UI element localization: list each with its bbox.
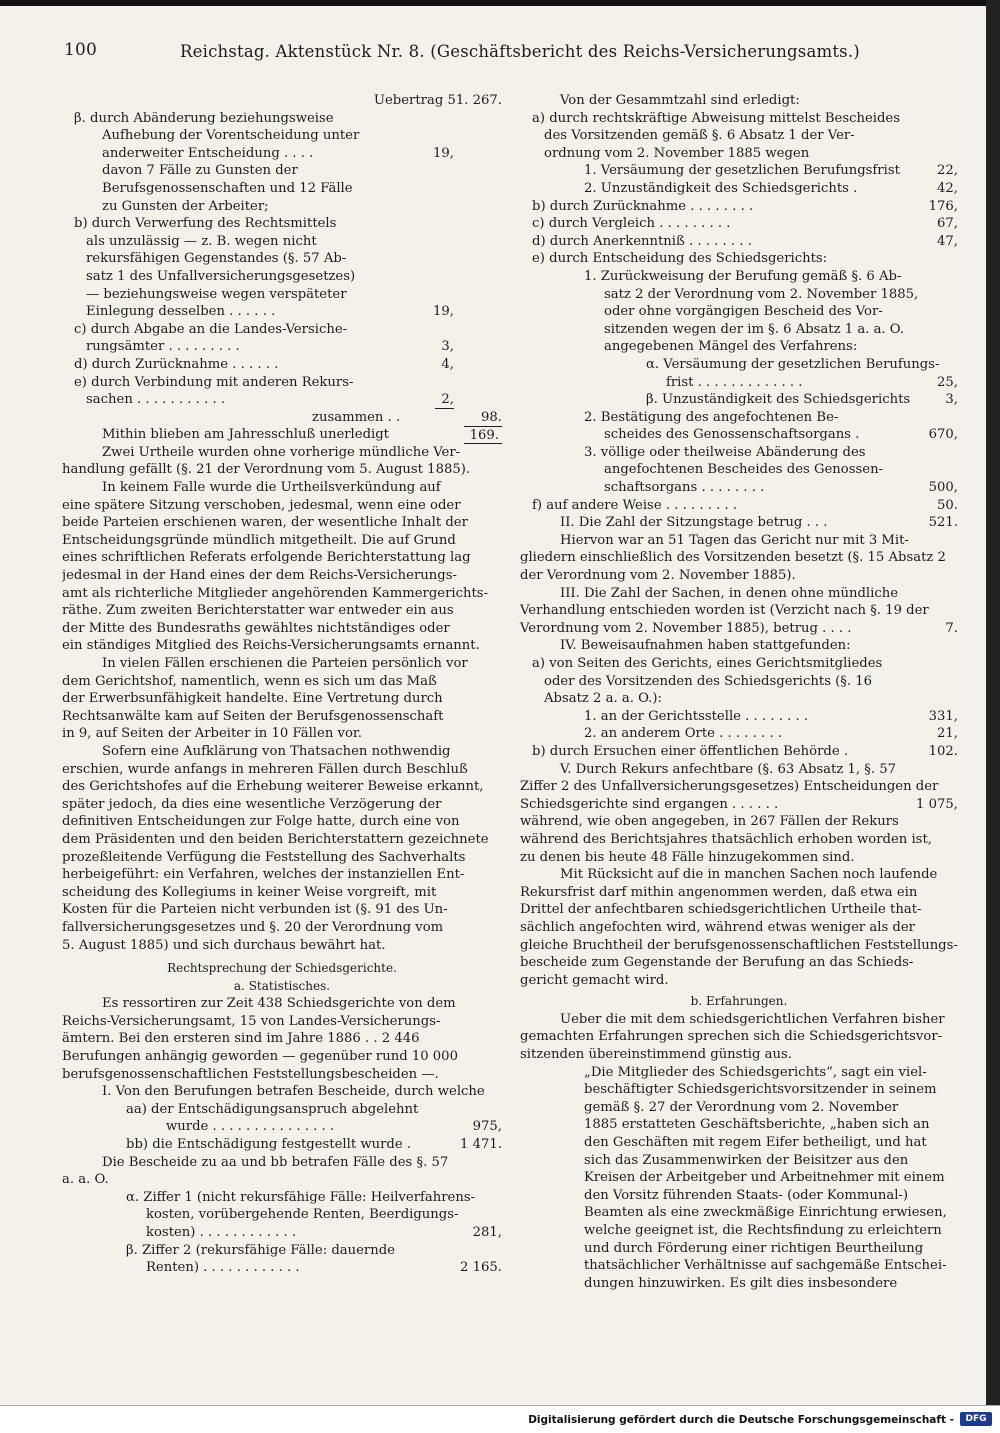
paragraph-line: Ziffer 2 des Unfallversicherungsgesetzes) Entscheidungen der bbox=[520, 779, 939, 795]
value-row: b) durch Zurücknahme . . . . . . . . 176, bbox=[532, 198, 958, 214]
text-line: oder des Vorsitzenden des Schiedsgerichts (§. 16 bbox=[544, 673, 873, 689]
text-line: Berufsgenossenschaften und 12 Fälle bbox=[102, 180, 353, 196]
quote-line: sich das Zusammenwirken der Beisitzer aus den bbox=[584, 1152, 909, 1168]
paragraph-line: a. a. O. bbox=[62, 1172, 109, 1188]
paragraph-line: eine spätere Sitzung verschoben, jedesmal, wenn eine oder bbox=[62, 497, 461, 513]
paragraph-line: prozeßleitende Verfügung die Feststellung des Sachverhalts bbox=[62, 849, 466, 865]
text-line: α. Versäumung der gesetzlichen Berufungs- bbox=[646, 356, 940, 372]
text-line: c) durch Abgabe an die Landes-Versiche- bbox=[74, 321, 348, 337]
text-line: satz 2 der Verordnung vom 2. November 1885, bbox=[604, 286, 919, 302]
text-line: ordnung vom 2. November 1885 wegen bbox=[544, 145, 810, 161]
paragraph-line: amt als richterliche Mitglieder angehörenden Kammergerichts- bbox=[62, 585, 489, 601]
value-row: sachen . . . . . . . . . . . 2, bbox=[86, 392, 454, 408]
value-row: f) auf andere Weise . . . . . . . . . 50. bbox=[532, 497, 958, 513]
paragraph-line: räthe. Zum zweiten Berichterstatter war entweder ein aus bbox=[62, 603, 454, 619]
text-line: als unzulässig — z. B. wegen nicht bbox=[86, 233, 317, 249]
value-row: c) durch Vergleich . . . . . . . . . 67, bbox=[532, 216, 958, 232]
value-row: kosten) . . . . . . . . . . . . 281, bbox=[146, 1225, 502, 1240]
paragraph-line: ämtern. Bei den ersteren sind im Jahre 1886 . . 2 446 bbox=[62, 1031, 420, 1047]
value-row: frist . . . . . . . . . . . . . 25, bbox=[666, 374, 958, 390]
paragraph-line: Verhandlung entschieden worden ist (Verzicht nach §. 19 der bbox=[520, 603, 929, 619]
value-row: 2. Unzuständigkeit des Schiedsgerichts . 42, bbox=[584, 180, 958, 196]
paragraph-line: I. Von den Berufungen betrafen Bescheide, durch welche bbox=[102, 1084, 485, 1100]
text-line: a) von Seiten des Gerichts, eines Gerichtsmitgliedes bbox=[532, 656, 883, 671]
left-column bbox=[62, 92, 502, 1277]
paragraph-line: In keinem Falle wurde die Urtheilsverkündung auf bbox=[102, 480, 441, 496]
right-column bbox=[520, 92, 958, 1292]
value-row: Verordnung vom 2. November 1885), betrug . . . . 7. bbox=[520, 620, 958, 636]
paragraph-line: in 9, auf Seiten der Arbeiter in 10 Fällen vor. bbox=[62, 726, 362, 742]
text-line: e) durch Verbindung mit anderen Rekurs- bbox=[74, 374, 354, 390]
paragraph-line: Zwei Urtheile wurden ohne vorherige mündliche Ver- bbox=[102, 444, 461, 460]
paragraph-line: der Verordnung vom 2. November 1885). bbox=[520, 568, 796, 584]
paragraph-line: scheidung des Kollegiums in keiner Weise vorgreift, mit bbox=[62, 884, 437, 900]
value-row: d) durch Anerkenntniß . . . . . . . . 47, bbox=[532, 233, 958, 249]
value-row: 1. an der Gerichtsstelle . . . . . . . . 331, bbox=[584, 708, 958, 724]
paragraph-line: definitiven Entscheidungen zur Folge hatte, durch eine von bbox=[62, 814, 460, 830]
subsection-heading: b. Erfahrungen. bbox=[690, 994, 788, 1009]
value-row: Schiedsgerichte sind ergangen . . . . . . 1 075, bbox=[520, 796, 958, 812]
value-row: Renten) . . . . . . . . . . . . 2 165. bbox=[146, 1260, 502, 1276]
paragraph-line: fallversicherungsgesetzes und §. 20 der Verordnung vom bbox=[62, 919, 444, 935]
quote-line: thatsächlicher Verhältnisse auf sachgemäße Entschei- bbox=[584, 1258, 947, 1274]
value-row: bb) die Entschädigung festgestellt wurde . 1 471. bbox=[126, 1137, 502, 1153]
text-line: 3. völlige oder theilweise Abänderung des bbox=[584, 444, 866, 460]
page-number: 100 bbox=[64, 40, 98, 60]
value-row: scheides des Genossenschaftsorgans . 670, bbox=[604, 427, 958, 443]
paragraph-line: dem Gerichtshof, namentlich, wenn es sich um das Maß bbox=[62, 673, 437, 689]
paragraph-line: sächlich angefochten wird, während etwas weniger als der bbox=[520, 919, 915, 935]
remaining-row: Mithin blieben am Jahresschluß unerledigt 169. bbox=[62, 426, 502, 444]
paragraph-line: Hiervon war an 51 Tagen das Gericht nur mit 3 Mit- bbox=[560, 532, 909, 548]
section-heading: Rechtsprechung der Schiedsgerichte. bbox=[167, 961, 397, 976]
paragraph-line: zu denen bis heute 48 Fälle hinzugekommen sind. bbox=[520, 849, 855, 865]
text-line: Aufhebung der Vorentscheidung unter bbox=[102, 128, 360, 144]
text-line: rekursfähigen Gegenstandes (§. 57 Ab- bbox=[86, 251, 347, 267]
text-line: Von der Gesammtzahl sind erledigt: bbox=[560, 93, 800, 108]
scan-edge-right bbox=[986, 0, 1000, 1405]
paragraph-line: α. Ziffer 1 (nicht rekursfähige Fälle: Heilverfahrens- bbox=[126, 1189, 476, 1205]
quote-line: gemäß §. 27 der Verordnung vom 2. November bbox=[584, 1099, 899, 1115]
paragraph-line: kosten, vorübergehende Renten, Beerdigungs- bbox=[146, 1207, 459, 1223]
text-line: e) durch Entscheidung des Schiedsgerichts: bbox=[532, 251, 828, 267]
value-row: schaftsorgans . . . . . . . . 500, bbox=[604, 480, 958, 496]
quote-line: Kreisen der Arbeitgeber und Arbeitnehmer mit einem bbox=[584, 1170, 945, 1186]
text-line: a) durch rechtskräftige Abweisung mittelst Bescheides bbox=[532, 110, 901, 126]
subsection-heading: a. Statistisches. bbox=[233, 978, 331, 993]
paragraph-line: Die Bescheide zu aa und bb betrafen Fälle des §. 57 bbox=[102, 1154, 449, 1170]
text-line: 1. Zurückweisung der Berufung gemäß §. 6 Ab- bbox=[584, 268, 902, 284]
quote-line: welche geeignet ist, die Rechtsfindung zu erleichtern bbox=[584, 1223, 942, 1238]
paragraph-line: Drittel der anfechtbaren schiedsgerichtlichen Urtheile that- bbox=[520, 902, 922, 918]
quote-line: den Vorsitz führenden Staats- (oder Kommunal-) bbox=[584, 1187, 909, 1203]
value-row: 1. Versäumung der gesetzlichen Berufungsfrist 22, bbox=[584, 163, 958, 179]
paragraph-line: dem Präsidenten und den beiden Berichterstattern gezeichnete bbox=[62, 831, 489, 847]
value-row: anderweiter Entscheidung . . . . 19, bbox=[102, 145, 454, 161]
paragraph-line: ein ständiges Mitglied des Reichs-Versicherungsamts ernannt. bbox=[62, 638, 480, 654]
text-line: angefochtenen Bescheides des Genossen- bbox=[604, 462, 884, 478]
text-line: angegebenen Mängel des Verfahrens: bbox=[604, 339, 858, 355]
paragraph-line: später jedoch, da dies eine wesentliche Verzögerung der bbox=[62, 796, 442, 812]
text-line: des Vorsitzenden gemäß §. 6 Absatz 1 der Ver- bbox=[544, 128, 855, 144]
paragraph-line: Rekursfrist darf mithin angenommen werden, daß etwa ein bbox=[520, 884, 918, 900]
carry-over-line: Uebertrag 51. 267. bbox=[373, 93, 502, 108]
value-row: wurde . . . . . . . . . . . . . . . 975, bbox=[166, 1119, 502, 1135]
paragraph-line: jedesmal in der Hand eines der dem Reichs-Versicherungs- bbox=[62, 568, 457, 584]
value-row: Einlegung desselben . . . . . . 19, bbox=[86, 304, 454, 320]
value-row: b) durch Ersuchen einer öffentlichen Behörde . 102. bbox=[532, 743, 958, 759]
text-line: davon 7 Fälle zu Gunsten der bbox=[102, 163, 298, 179]
value-row: β. Unzuständigkeit des Schiedsgerichts 3, bbox=[646, 392, 958, 408]
paragraph-line: Entscheidungsgründe mündlich mitgetheilt. Die auf Grund bbox=[62, 532, 456, 548]
paragraph-line: herbeigeführt: ein Verfahren, welches der instanziellen Ent- bbox=[62, 867, 465, 883]
paragraph-line: V. Durch Rekurs anfechtbare (§. 63 Absatz 1, §. 57 bbox=[560, 761, 897, 777]
paragraph-line: gericht gemacht wird. bbox=[520, 972, 669, 988]
paragraph-line: der Erwerbsunfähigkeit handelte. Eine Vertretung durch bbox=[62, 691, 443, 707]
quote-line: den Geschäften mit regem Eifer betheiligt, und hat bbox=[584, 1135, 927, 1151]
paragraph-line: Berufungen anhängig geworden — gegenüber rund 10 000 bbox=[62, 1049, 458, 1065]
paragraph-line: Rechtsanwälte kam auf Seiten der Berufsgenossenschaft bbox=[62, 708, 444, 724]
paragraph-line: IV. Beweisaufnahmen haben stattgefunden: bbox=[560, 638, 851, 654]
text-line: Absatz 2 a. a. O.): bbox=[544, 691, 662, 707]
text-line: satz 1 des Unfallversicherungsgesetzes) bbox=[86, 268, 356, 284]
paragraph-line: des Gerichtshofes auf die Erhebung weiterer Beweise erkannt, bbox=[62, 779, 484, 795]
quote-line: „Die Mitglieder des Schiedsgerichts“, sagt ein viel- bbox=[584, 1064, 927, 1080]
paragraph-line: während, wie oben angegeben, in 267 Fällen der Rekurs bbox=[520, 814, 899, 830]
quote-line: beschäftigter Schiedsgerichtsvorsitzender in seinem bbox=[584, 1082, 937, 1098]
text-line: — beziehungsweise wegen verspäteter bbox=[86, 286, 347, 302]
paragraph-line: während des Berichtsjahres thatsächlich erhoben worden ist, bbox=[520, 831, 932, 847]
paragraph-line: In vielen Fällen erschienen die Parteien persönlich vor bbox=[102, 656, 468, 671]
quote-line: 1885 erstatteten Geschäftsberichte, „haben sich an bbox=[584, 1117, 930, 1133]
paragraph-line: aa) der Entschädigungsanspruch abgelehnt bbox=[126, 1101, 419, 1117]
paragraph-line: gemachten Erfahrungen sprechen sich die Schiedsgerichtsvor- bbox=[520, 1029, 943, 1045]
quote-line: dungen hinzuwirken. Es gilt dies insbesondere bbox=[584, 1275, 898, 1291]
scan-edge-top bbox=[0, 0, 1000, 6]
paragraph-line: handlung gefällt (§. 21 der Verordnung vom 5. August 1885). bbox=[62, 462, 471, 478]
paragraph-line: III. Die Zahl der Sachen, in denen ohne mündliche bbox=[560, 585, 899, 601]
dfg-logo[interactable]: DFG bbox=[960, 1412, 992, 1426]
text-line: b) durch Verwerfung des Rechtsmittels bbox=[74, 216, 337, 232]
paragraph-line: sitzenden übereinstimmend günstig aus. bbox=[520, 1047, 792, 1063]
paragraph-line: Sofern eine Aufklärung von Thatsachen nothwendig bbox=[102, 743, 451, 759]
value-row: II. Die Zahl der Sitzungstage betrug . . . 521. bbox=[560, 515, 958, 531]
text-line: zu Gunsten der Arbeiter; bbox=[102, 198, 269, 214]
paragraph-line: Mit Rücksicht auf die in manchen Sachen noch laufende bbox=[560, 867, 938, 883]
value-row: d) durch Zurücknahme . . . . . . 4, bbox=[74, 356, 454, 372]
digitization-footer bbox=[0, 1405, 1000, 1433]
page-header bbox=[64, 40, 964, 68]
total-row: zusammen . . 98. bbox=[312, 409, 502, 425]
paragraph-line: Kosten für die Parteien nicht verbunden ist (§. 91 des Un- bbox=[62, 902, 448, 918]
text-line: 2. Bestätigung des angefochtenen Be- bbox=[584, 409, 839, 425]
paragraph-line: gleiche Bruchtheil der berufsgenossenschaftlichen Feststellungs- bbox=[520, 937, 958, 953]
value-row: rungsämter . . . . . . . . . 3, bbox=[86, 339, 454, 355]
value-row: 2. an anderem Orte . . . . . . . . 21, bbox=[584, 726, 958, 742]
paragraph-line: 5. August 1885) und sich durchaus bewährt hat. bbox=[62, 937, 386, 953]
paragraph-line: der Mitte des Bundesraths gewähltes nichtständiges oder bbox=[62, 620, 450, 636]
quote-line: Beamten als eine zweckmäßige Einrichtung erwiesen, bbox=[584, 1205, 947, 1221]
text-line: sitzenden wegen der im §. 6 Absatz 1 a. a. O. bbox=[604, 321, 905, 337]
text-line: oder ohne vorgängigen Bescheid des Vor- bbox=[604, 304, 883, 320]
paragraph-line: Es ressortiren zur Zeit 438 Schiedsgerichte von dem bbox=[102, 996, 456, 1012]
funding-note: Digitalisierung gefördert durch die Deutsche Forschungsgemeinschaft - bbox=[528, 1414, 954, 1426]
paragraph-line: β. Ziffer 2 (rekursfähige Fälle: dauernde bbox=[126, 1242, 395, 1258]
running-title: Reichstag. Aktenstück Nr. 8. (Geschäftsbericht des Reichs-Versicherungsamts.) bbox=[180, 42, 860, 61]
paragraph-line: Reichs-Versicherungsamt, 15 von Landes-Versicherungs- bbox=[62, 1013, 441, 1029]
paragraph-line: eines schriftlichen Referats erfolgende Berichterstattung lag bbox=[62, 550, 471, 566]
text-line: β. durch Abänderung beziehungsweise bbox=[74, 110, 334, 126]
paragraph-line: Ueber die mit dem schiedsgerichtlichen Verfahren bisher bbox=[560, 1011, 945, 1027]
paragraph-line: berufsgenossenschaftlichen Feststellungsbescheiden —. bbox=[62, 1066, 439, 1082]
paragraph-line: bescheide zum Gegenstande der Berufung an das Schieds- bbox=[520, 955, 914, 971]
quote-line: und durch Förderung einer richtigen Beurtheilung bbox=[584, 1240, 924, 1256]
paragraph-line: erschien, wurde anfangs in mehreren Fällen durch Beschluß bbox=[62, 761, 468, 777]
paragraph-line: gliedern einschließlich des Vorsitzenden besetzt (§. 15 Absatz 2 bbox=[520, 550, 946, 566]
paragraph-line: beide Parteien erschienen waren, der wesentliche Inhalt der bbox=[62, 515, 468, 531]
